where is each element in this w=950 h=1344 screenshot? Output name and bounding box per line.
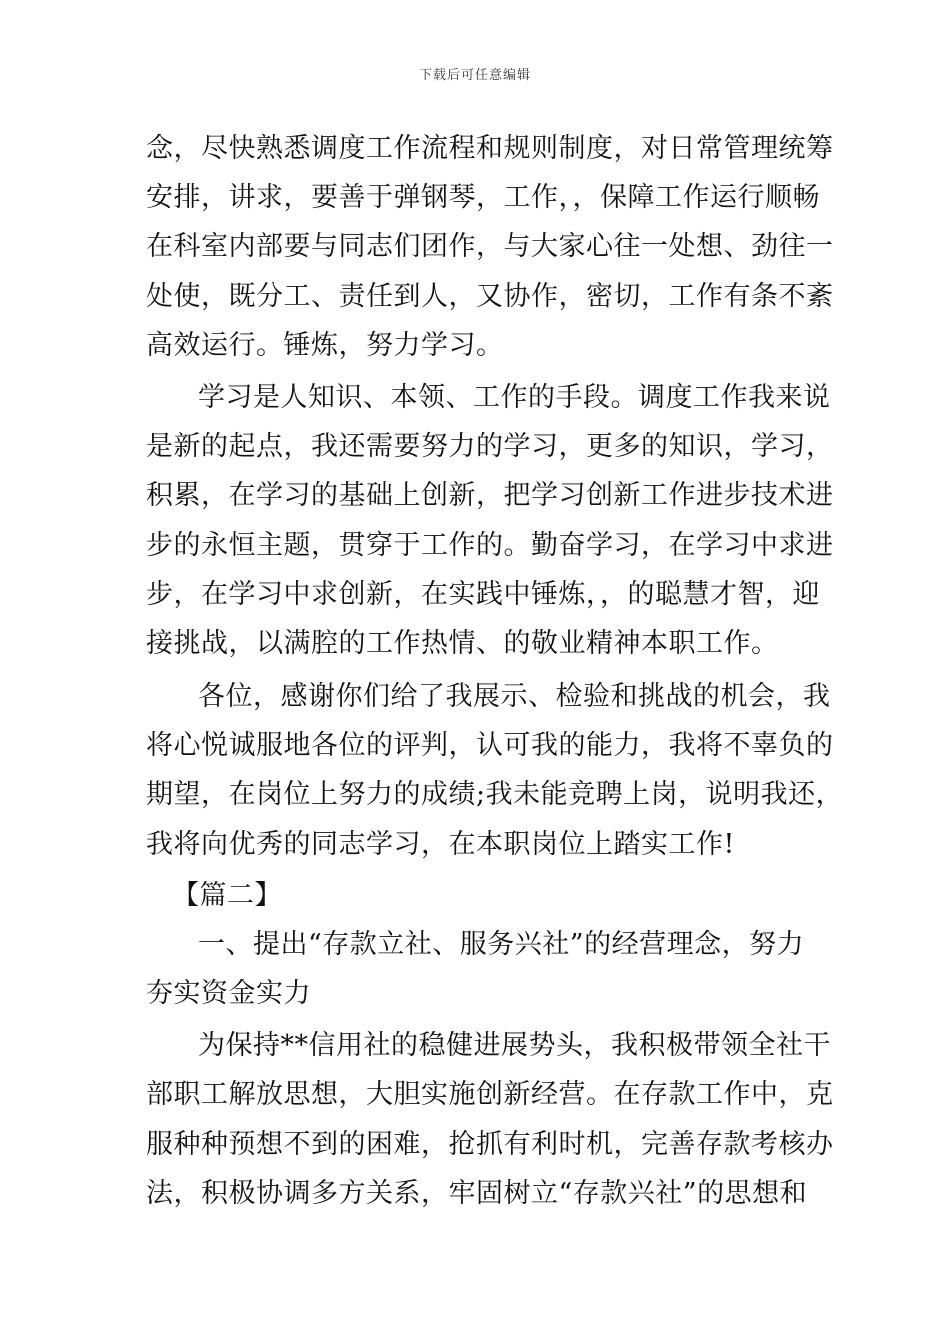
text-line: 步，在学习中求创新，在实践中锤炼，，的聪慧才智，迎 bbox=[146, 579, 820, 610]
text-line: 步的永恒主题，贯穿于工作的。勤奋学习，在学习中求进 bbox=[146, 530, 834, 561]
text-line: 我将向优秀的同志学习，在本职岗位上踏实工作! bbox=[146, 829, 735, 860]
paragraph-first-line: 学习是人知识、本领、工作的手段。调度工作我来说 bbox=[198, 382, 831, 413]
paragraph-first-line: 一、提出“存款立社、服务兴社”的经营理念，努力 bbox=[198, 929, 805, 960]
text-line: 部职工解放思想，大胆实施创新经营。在存款工作中，克 bbox=[146, 1079, 834, 1110]
page-header: 下载后可任意编辑 bbox=[418, 68, 531, 83]
text-line: 法，积极协调多方关系，牢固树立“存款兴社”的思想和 bbox=[146, 1178, 808, 1209]
text-line: 接挑战，以满腔的工作热情、的敬业精神本职工作。 bbox=[146, 628, 779, 659]
paragraph-first-line: 各位，感谢你们给了我展示、检验和挑战的机会，我 bbox=[198, 681, 831, 712]
text-line: 服种种预想不到的困难，抢抓有利时机，完善存款考核办 bbox=[146, 1129, 834, 1160]
section-heading: 【篇二】 bbox=[172, 880, 282, 911]
paragraph-first-line: 为保持**信用社的稳健进展势头，我积极带领全社干 bbox=[198, 1030, 831, 1061]
text-line: 念，尽快熟悉调度工作流程和规则制度，对日常管理统筹 bbox=[146, 133, 834, 164]
text-line: 积累，在学习的基础上创新，把学习创新工作进步技术进 bbox=[146, 480, 834, 511]
text-line: 期望，在岗位上努力的成绩;我未能竞聘上岗，说明我还， bbox=[146, 779, 844, 810]
text-line: 安排，讲求，要善于弹钢琴，工作，，保障工作运行顺畅 bbox=[146, 182, 820, 213]
text-line: 将心悦诚服地各位的评判，认可我的能力，我将不辜负的 bbox=[146, 730, 834, 761]
text-line: 处使，既分工、责任到人，又协作，密切，工作有条不紊 bbox=[146, 281, 834, 312]
text-line: 夯实资金实力 bbox=[146, 978, 311, 1009]
text-line: 高效运行。锤炼，努力学习。 bbox=[146, 330, 504, 361]
text-line: 在科室内部要与同志们团作，与大家心往一处想、劲往一 bbox=[146, 231, 834, 262]
text-line: 是新的起点，我还需要努力的学习，更多的知识，学习， bbox=[146, 431, 834, 462]
